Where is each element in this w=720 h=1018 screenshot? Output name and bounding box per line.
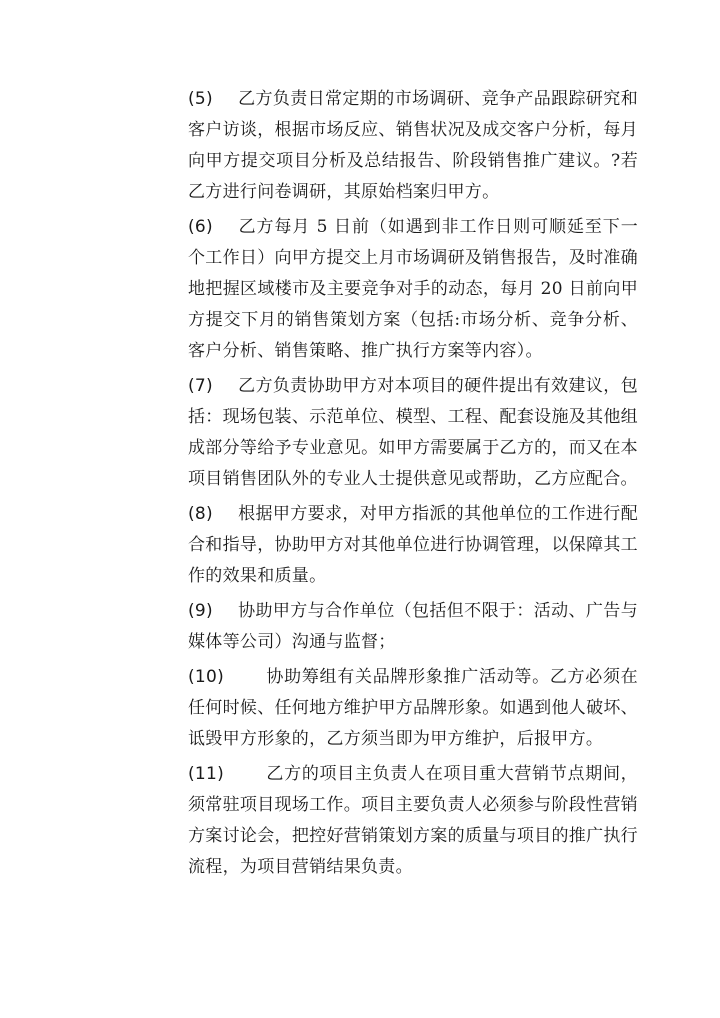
clause-11 — [188, 759, 638, 883]
clause-text: 协助甲方与合作单位（包括但不限于：活动、广告与媒体等公司）沟通与监督； — [188, 601, 638, 652]
clause-text: 乙方负责日常定期的市场调研、竞争产品跟踪研究和客户访谈，根据市场反应、销售状况及成交客户分析，每月向甲方提交项目分析及总结报告、阶段销售推广建议。?若乙方进行问卷调研，其原始档案归甲方。 — [188, 89, 638, 202]
clause-10 — [188, 662, 638, 755]
clause-8 — [188, 499, 638, 592]
clause-6 — [188, 212, 638, 367]
clause-number: (9) — [188, 601, 213, 621]
clause-number: (5) — [188, 89, 213, 109]
document-body — [188, 84, 638, 883]
clause-number: (11) — [188, 764, 225, 784]
clause-text: 乙方每月 5 日前（如遇到非工作日则可顺延至下一个工作日）向甲方提交上月市场调研及销售报告，及时准确地把握区域楼市及主要竞争对手的动态，每月 20 日前向甲方提交下月的销售策划方案（包括:市场分析、竞争分析、客户分析、销售策略、推广执行方案等内容）。 — [188, 217, 638, 361]
clause-9 — [188, 596, 638, 658]
clause-number: (8) — [188, 504, 213, 524]
clause-text: 乙方的项目主负责人在项目重大营销节点期间，须常驻项目现场工作。项目主要负责人必须参与阶段性营销方案讨论会，把控好营销策划方案的质量与项目的推广执行流程，为项目营销结果负责。 — [188, 764, 638, 877]
clause-text: 协助筹组有关品牌形象推广活动等。乙方必须在任何时候、任何地方维护甲方品牌形象。如遇到他人破坏、诋毁甲方形象的，乙方须当即为甲方维护，后报甲方。 — [188, 667, 638, 749]
clause-text: 根据甲方要求，对甲方指派的其他单位的工作进行配合和指导，协助甲方对其他单位进行协调管理，以保障其工作的效果和质量。 — [188, 504, 638, 586]
clause-number: (6) — [188, 217, 213, 237]
clause-number: (7) — [188, 376, 213, 396]
clause-number: (10) — [188, 667, 225, 687]
clause-7 — [188, 371, 638, 495]
clause-text: 乙方负责协助甲方对本项目的硬件提出有效建议，包括：现场包装、示范单位、模型、工程、配套设施及其他组成部分等给予专业意见。如甲方需要属于乙方的，而又在本项目销售团队外的专业人士提供意见或帮助，乙方应配合。 — [188, 376, 638, 489]
clause-5 — [188, 84, 638, 208]
